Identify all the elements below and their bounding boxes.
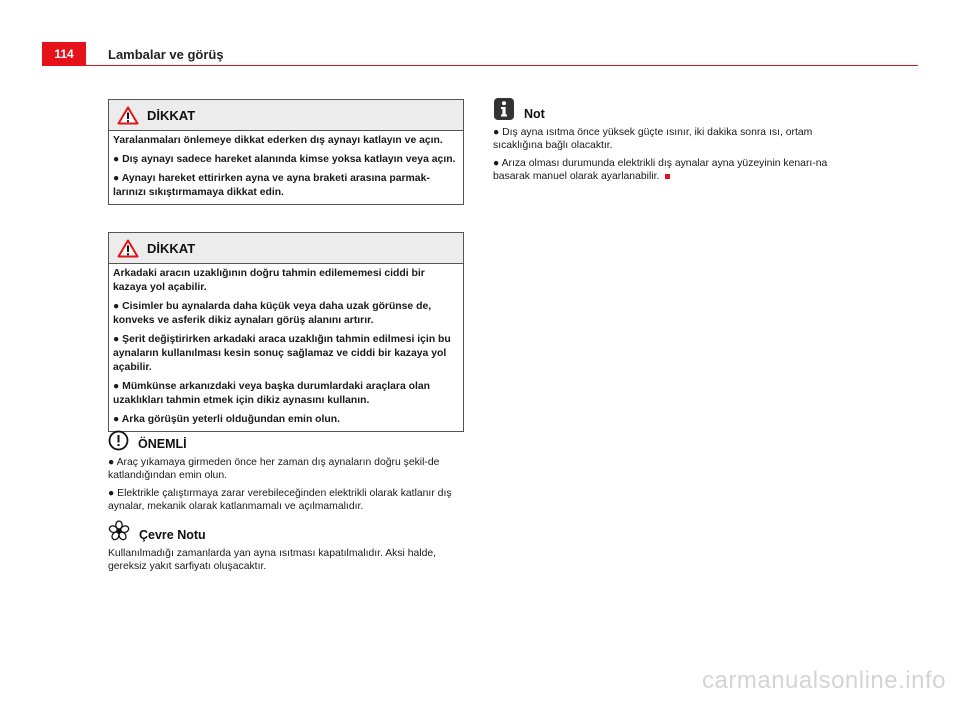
page-number: 114 bbox=[42, 42, 86, 66]
important-section bbox=[108, 427, 468, 513]
note-paragraph-last bbox=[493, 157, 853, 183]
warning-box-fold-mirror bbox=[108, 99, 464, 205]
warning-body bbox=[109, 131, 463, 204]
warning-title: DİKKAT bbox=[147, 107, 196, 123]
important-paragraph: ● Elektrikle çalıştırmaya zarar verebileceğinden elektrikli olarak katlanır dış aynalar, mekanik olarak katlanmamalı ve açılmamalıdır. bbox=[108, 488, 452, 512]
note-section bbox=[493, 97, 853, 183]
environment-header bbox=[108, 518, 468, 542]
warning-header bbox=[109, 233, 463, 264]
warning-triangle-icon bbox=[117, 239, 139, 258]
warning-paragraph: Yaralanmaları önlemeye dikkat ederken dış aynayı katlayın ve açın. bbox=[113, 135, 443, 146]
section-end-marker bbox=[665, 174, 670, 179]
page-title: Lambalar ve görüş bbox=[108, 47, 224, 62]
warning-box-mirror-distance bbox=[108, 232, 464, 432]
important-paragraph: ● Araç yıkamaya girmeden önce her zaman dış aynaların doğru şekil-de katlandığından emin olun. bbox=[108, 457, 440, 481]
environment-body bbox=[108, 547, 468, 573]
note-paragraph-text: ● Arıza olması durumunda elektrikli dış aynalar ayna yüzeyinin kenarı-na basarak manuel olarak ayarlanabilir. bbox=[493, 158, 828, 182]
note-title: Not bbox=[524, 107, 545, 121]
environment-paragraph: Kullanılmadığı zamanlarda yan ayna ısıtması kapatılmalıdır. Aksi halde, gereksiz yakıt sarfiyatı oluşacaktır. bbox=[108, 548, 437, 572]
important-title: ÖNEMLİ bbox=[138, 437, 187, 451]
warning-header bbox=[109, 100, 463, 131]
warning-paragraph: Arkadaki aracın uzaklığının doğru tahmin edilememesi ciddi bir kazaya yol açabilir. bbox=[113, 268, 425, 293]
warning-paragraph: ● Aynayı hareket ettirirken ayna ve ayna braketi arasına parmak-larınızı sıkıştırmamaya dikkat edin. bbox=[113, 173, 430, 198]
important-header bbox=[108, 427, 468, 451]
warning-paragraph: ● Mümkünse arkanızdaki veya başka durumlardaki araçlara olan uzaklıkları tahmin etmek için dikiz aynasını kullanın. bbox=[113, 381, 430, 406]
environment-section bbox=[108, 518, 468, 573]
note-body bbox=[493, 126, 853, 183]
environment-title: Çevre Notu bbox=[139, 528, 206, 542]
warning-body bbox=[109, 264, 463, 431]
warning-triangle-icon bbox=[117, 106, 139, 125]
warning-paragraph: ● Şerit değiştirirken arkadaki araca uzaklığın tahmin edilmesi için bu aynaların kullanılması kesin sonuç sağlamaz ve ciddi bir kazaya yol açabilir. bbox=[113, 334, 451, 373]
header-divider bbox=[86, 65, 918, 66]
watermark: carmanualsonline.info bbox=[702, 667, 946, 694]
warning-paragraph: ● Dış aynayı sadece hareket alanında kimse yoksa katlayın veya açın. bbox=[113, 154, 456, 165]
warning-paragraph: ● Cisimler bu aynalarda daha küçük veya daha uzak görünse de, konveks ve asferik dikiz aynaları görüş alanını artırır. bbox=[113, 301, 432, 326]
info-icon bbox=[493, 97, 515, 121]
flower-icon bbox=[108, 520, 130, 542]
note-paragraph: ● Dış ayna ısıtma önce yüksek güçte ısınır, iki dakika sonra ısı, ortam sıcaklığına bağlı olacaktır. bbox=[493, 127, 813, 151]
note-header bbox=[493, 97, 853, 121]
important-body bbox=[108, 456, 468, 513]
warning-title: DİKKAT bbox=[147, 240, 196, 256]
exclamation-circle-icon bbox=[108, 430, 129, 451]
warning-paragraph: ● Arka görüşün yeterli olduğundan emin olun. bbox=[113, 414, 340, 425]
